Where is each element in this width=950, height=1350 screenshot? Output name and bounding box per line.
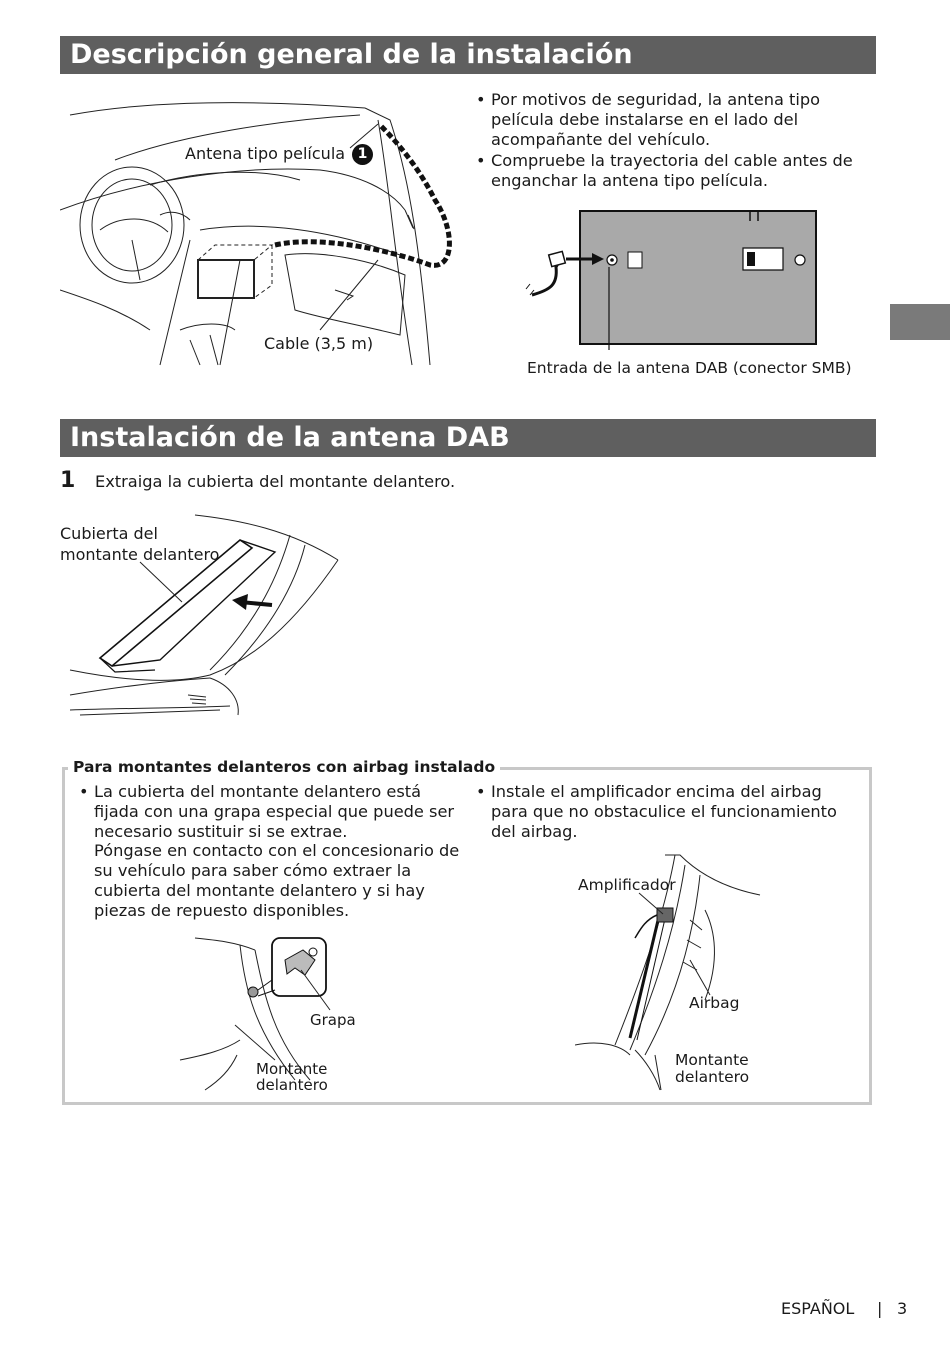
unit-rear-panel-illustration — [520, 205, 820, 350]
side-tab — [890, 304, 950, 340]
overview-bullets — [474, 90, 874, 193]
airbag-right-bullets — [474, 782, 859, 843]
label-amp-pillar-line2: delantero — [675, 1068, 750, 1086]
footer-page-number: 3 — [897, 1299, 908, 1318]
label-amp-pillar-line1: Montante — [675, 1051, 749, 1069]
label-clip: Grapa — [310, 1011, 356, 1029]
footer-language: ESPAÑOL — [781, 1299, 855, 1318]
bullet-amplifier-position: • Instale el amplificador encima del airbag para que no obstaculice el funcionamiento del airbag. — [474, 782, 859, 841]
label-clip-pillar-line2: delantero — [256, 1076, 328, 1094]
footer-separator: | — [877, 1299, 883, 1318]
label-cable-length: Cable (3,5 m) — [264, 334, 374, 353]
airbag-note-title: Para montantes delanteros con airbag instalado — [68, 757, 500, 777]
section-title-installation-overview: Descripción general de la instalación — [60, 36, 876, 74]
bullet-check-route: • Compruebe la trayectoria del cable antes de enganchar la antena tipo película. — [474, 151, 874, 191]
bullet-contact-dealer-text: Póngase en contacto con el concesionario de su vehículo para saber cómo extraer la cubierta del montante delantero y si hay piezas de repuesto disponibles. — [94, 841, 460, 920]
label-clip-pillar-line1: Montante — [256, 1060, 328, 1078]
callout-number-1: 1 — [352, 144, 373, 165]
label-pillar-cover-line1: Cubierta del — [60, 524, 158, 543]
bullet-special-clip — [77, 782, 467, 921]
bullet-special-clip-text: La cubierta del montante delantero está fijada con una grapa especial que puede ser necesario sustituir si se extrae. — [94, 782, 455, 841]
label-film-antenna: Antena tipo película — [185, 144, 346, 163]
step-text: Extraiga la cubierta del montante delantero. — [95, 472, 456, 491]
car-interior-illustration — [60, 90, 460, 380]
section-title-dab-installation: Instalación de la antena DAB — [60, 419, 876, 457]
step-number: 1 — [60, 468, 76, 493]
label-dab-input: Entrada de la antena DAB (conector SMB) — [527, 359, 852, 377]
bullet-safety: • Por motivos de seguridad, la antena tipo película debe instalarse en el lado del acompañante del vehículo. — [474, 90, 874, 149]
label-amplifier: Amplificador — [578, 876, 676, 894]
label-pillar-cover-line2: montante delantero — [60, 545, 220, 564]
label-airbag: Airbag — [689, 994, 740, 1012]
airbag-left-bullets — [77, 782, 467, 923]
